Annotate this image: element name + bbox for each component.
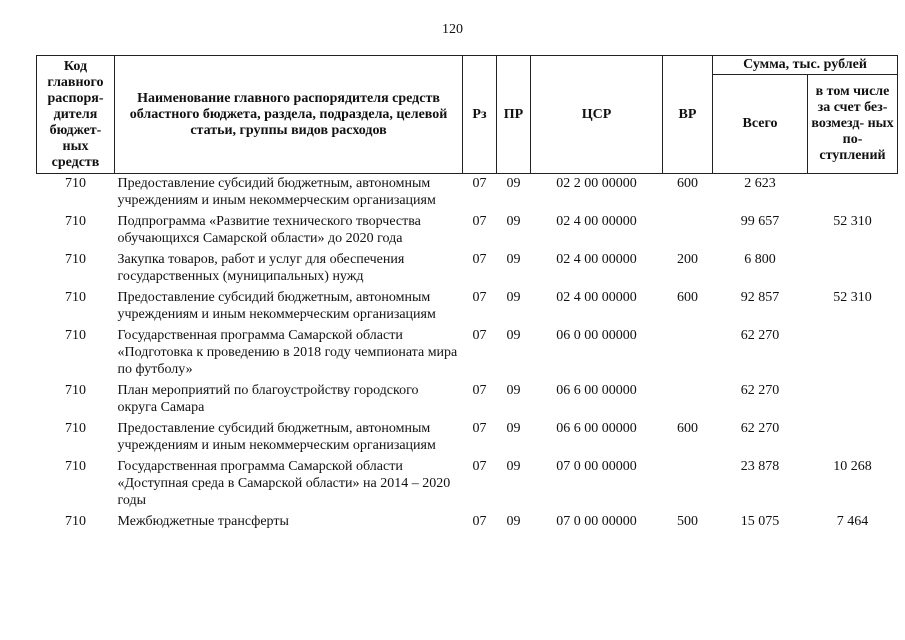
header-vr: ВР: [663, 56, 713, 174]
table-row: [37, 512, 898, 533]
cell-pr: 09: [506, 383, 521, 398]
page-number: 120: [442, 22, 463, 37]
cell-csr: 06 0 00 00000: [556, 328, 637, 343]
table-row: [37, 174, 898, 213]
table-row: [37, 381, 898, 419]
table-row: [37, 250, 898, 288]
cell-name: Предоставление субсидий бюджетным, автономным учреждениям и иным некоммерческим организациям: [117, 290, 436, 322]
cell-extra: [808, 174, 898, 213]
cell-extra: 7 464: [836, 514, 869, 529]
cell-extra: [808, 250, 898, 288]
cell-total: 62 270: [740, 383, 780, 398]
cell-extra: [808, 326, 898, 381]
cell-rz: 07: [472, 176, 487, 191]
cell-extra: [808, 419, 898, 457]
cell-pr: 09: [506, 290, 521, 305]
table-row: [37, 419, 898, 457]
header-csr: ЦСР: [531, 56, 663, 174]
cell-total: 62 270: [740, 421, 780, 436]
cell-vr: [663, 457, 713, 512]
cell-csr: 02 4 00 00000: [556, 214, 637, 229]
cell-name: План мероприятий по благоустройству городского округа Самара: [117, 383, 419, 415]
cell-extra: 10 268: [833, 459, 872, 474]
cell-code: 710: [65, 383, 86, 398]
cell-csr: 06 6 00 00000: [556, 383, 637, 398]
cell-code: 710: [65, 421, 86, 436]
cell-csr: 06 6 00 00000: [556, 421, 637, 436]
cell-code: 710: [65, 290, 86, 305]
cell-name: Государственная программа Самарской области «Доступная среда в Самарской области» на 2014 – 2020 годы: [117, 459, 451, 508]
cell-extra: 52 310: [833, 214, 872, 229]
header-pr: ПР: [497, 56, 531, 174]
cell-pr: 09: [506, 328, 521, 343]
cell-rz: 07: [472, 252, 487, 267]
cell-total: 62 270: [740, 328, 780, 343]
cell-vr: 600: [677, 176, 698, 191]
cell-rz: 07: [472, 214, 487, 229]
header-sum: Сумма, тыс. рублей: [713, 56, 898, 75]
cell-csr: 02 4 00 00000: [556, 290, 637, 305]
table-row: [37, 457, 898, 512]
cell-rz: 07: [472, 290, 487, 305]
header-total: Всего: [713, 75, 808, 174]
table-row: [37, 212, 898, 250]
cell-rz: 07: [472, 459, 487, 474]
cell-pr: 09: [506, 176, 521, 191]
header-rz: Рз: [463, 56, 497, 174]
cell-pr: 09: [506, 214, 521, 229]
cell-vr: 200: [677, 252, 698, 267]
cell-rz: 07: [472, 383, 487, 398]
cell-pr: 09: [506, 421, 521, 436]
cell-pr: 09: [506, 514, 521, 529]
table-body: [37, 174, 898, 534]
table-header: [37, 56, 898, 174]
header-code: Код главного распоря- дителя бюджет- ных средств: [37, 56, 115, 174]
cell-csr: 07 0 00 00000: [556, 459, 637, 474]
cell-total: 15 075: [740, 514, 780, 529]
cell-extra: 52 310: [833, 290, 872, 305]
cell-vr: 600: [677, 421, 698, 436]
cell-vr: 500: [677, 514, 698, 529]
cell-name: Предоставление субсидий бюджетным, автономным учреждениям и иным некоммерческим организациям: [117, 421, 436, 453]
budget-table: [36, 55, 898, 533]
cell-vr: [663, 326, 713, 381]
cell-code: 710: [65, 328, 86, 343]
cell-code: 710: [65, 514, 86, 529]
cell-pr: 09: [506, 252, 521, 267]
header-name: Наименование главного распорядителя средств областного бюджета, раздела, подраздела, целевой статьи, группы видов расходов: [115, 56, 463, 174]
cell-name: Подпрограмма «Развитие технического творчества обучающихся Самарской области» до 2020 года: [117, 214, 421, 246]
cell-total: 99 657: [740, 214, 780, 229]
table-row: [37, 288, 898, 326]
cell-total: 23 878: [740, 459, 780, 474]
cell-vr: [663, 381, 713, 419]
header-extra: в том числе за счет без- возмезд- ных по- ступлений: [808, 75, 898, 174]
cell-code: 710: [65, 252, 86, 267]
cell-csr: 02 2 00 00000: [556, 176, 637, 191]
cell-name: Межбюджетные трансферты: [117, 514, 289, 529]
cell-csr: 07 0 00 00000: [556, 514, 637, 529]
cell-code: 710: [65, 214, 86, 229]
cell-name: Предоставление субсидий бюджетным, автономным учреждениям и иным некоммерческим организациям: [117, 176, 436, 208]
cell-total: 6 800: [744, 252, 776, 267]
cell-name: Закупка товаров, работ и услуг для обеспечения государственных (муниципальных) нужд: [117, 252, 405, 284]
cell-vr: 600: [677, 290, 698, 305]
cell-rz: 07: [472, 514, 487, 529]
cell-total: 2 623: [744, 176, 776, 191]
cell-pr: 09: [506, 459, 521, 474]
cell-csr: 02 4 00 00000: [556, 252, 637, 267]
cell-code: 710: [65, 459, 86, 474]
table-row: [37, 326, 898, 381]
cell-code: 710: [65, 176, 86, 191]
cell-extra: [808, 381, 898, 419]
cell-rz: 07: [472, 328, 487, 343]
cell-name: Государственная программа Самарской области «Подготовка к проведению в 2018 году чемпионата мира по футболу»: [117, 328, 458, 377]
cell-rz: 07: [472, 421, 487, 436]
cell-total: 92 857: [740, 290, 780, 305]
cell-vr: [663, 212, 713, 250]
